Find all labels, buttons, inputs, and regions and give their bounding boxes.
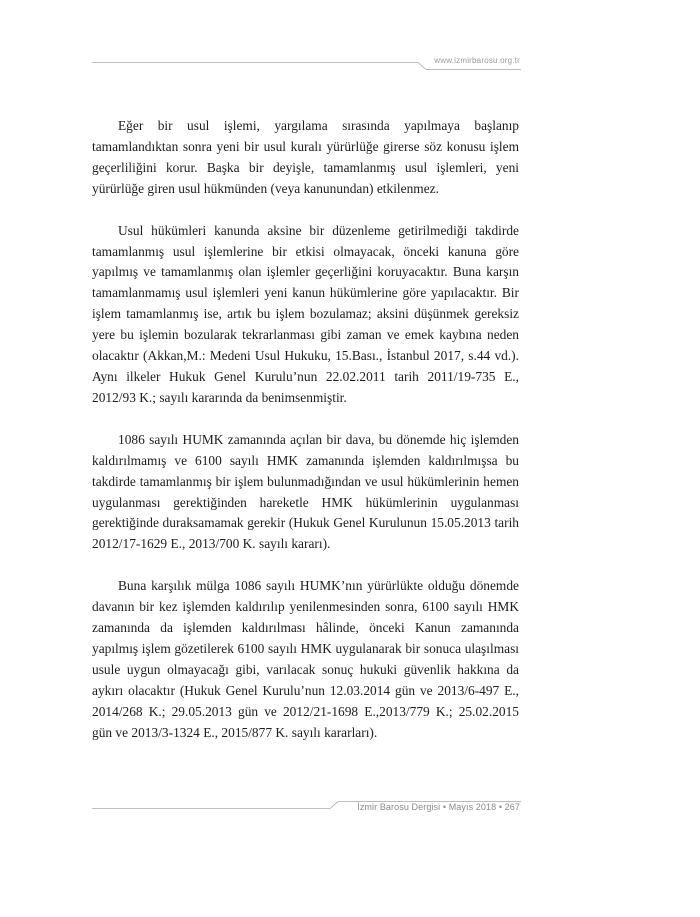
page-footer: İzmir Barosu Dergisi • Mayıs 2018 • 267 <box>357 802 520 812</box>
paragraph: 1086 sayılı HUMK zamanında açılan bir dava, bu dönemde hiç işlemden kaldırılmamış ve 6100 sayılı HMK zamanında işlemden kaldırılmışsa bu takdirde tamamlanmış bir işlem bulunmadığından ve usul hükümlerinin hemen uygulanması gerektiğinden hareketle HMK hükümlerinin uygulanması gerektiğinde duraksamamak gerekir (Hukuk Genel Kurulunun 15.05.2013 tarih 2012/17-1629 E., 2013/700 K. sayılı kararı). <box>92 431 519 552</box>
header-url: www.izmirbarosu.org.tr <box>434 56 520 65</box>
paragraph: Eğer bir usul işlemi, yargılama sırasında yapılmaya başlanıp tamamlandıktan sonra yeni bir usul kuralı yürürlüğe girerse söz konusu işlem geçerliliğini korur. Başka bir deyişle, tamamlanmış usul işlemleri, yeni yürürlüğe giren usul hükmünden (veya kanunundan) etkilenmez. <box>92 118 519 196</box>
article-body <box>92 116 519 764</box>
paragraph: Buna karşılık mülga 1086 sayılı HUMK’nın yürürlükte olduğu dönemde davanın bir kez işlemden kaldırılıp yenilenmesinden sonra, 6100 sayılı HMK zamanında da işlemden kaldırılması hâlinde, önceki Kanun zamanında yapılmış işlem gözetilerek 6100 sayılı HMK uygulanarak bir sonuca ulaşılması usule uygun olmayacağı gibi, varılacak sonuç hukuki güvenlik hakkına da aykırı olacaktır (Hukuk Genel Kurulu’nun 12.03.2014 gün ve 2013/6-497 E., 2014/268 K.; 29.05.2013 gün ve 2012/21-1698 E.,2013/779 K.; 25.02.2015 gün ve 2013/3-1324 E., 2015/877 K. sayılı kararları). <box>92 578 519 740</box>
paragraph: Usul hükümleri kanunda aksine bir düzenleme getirilmediği takdirde tamamlanmış usul işlemlerine bir etkisi olmayacak, önceki kanuna göre yapılmış ve tamamlanmış olan işlemler geçerliğini koruyacaktır. Buna karşın tamamlanmamış usul işlemleri yeni kanun hükümlerine göre yapılacaktır. Bir işlem tamamlanmış ise, artık bu işlem bozulamaz; aksini düşünmek gereksiz yere bu işlemin bozularak tekrarlanması gibi zaman ve emek kaybına neden olacaktır (Akkan,M.: Medeni Usul Hukuku, 15.Bası., İstanbul 2017, s.44 vd.). Aynı ilkeler Hukuk Genel Kurulu’nun 22.02.2011 tarih 2011/19-735 E., 2012/93 K.; sayılı kararında da benimsenmiştir. <box>92 222 519 405</box>
